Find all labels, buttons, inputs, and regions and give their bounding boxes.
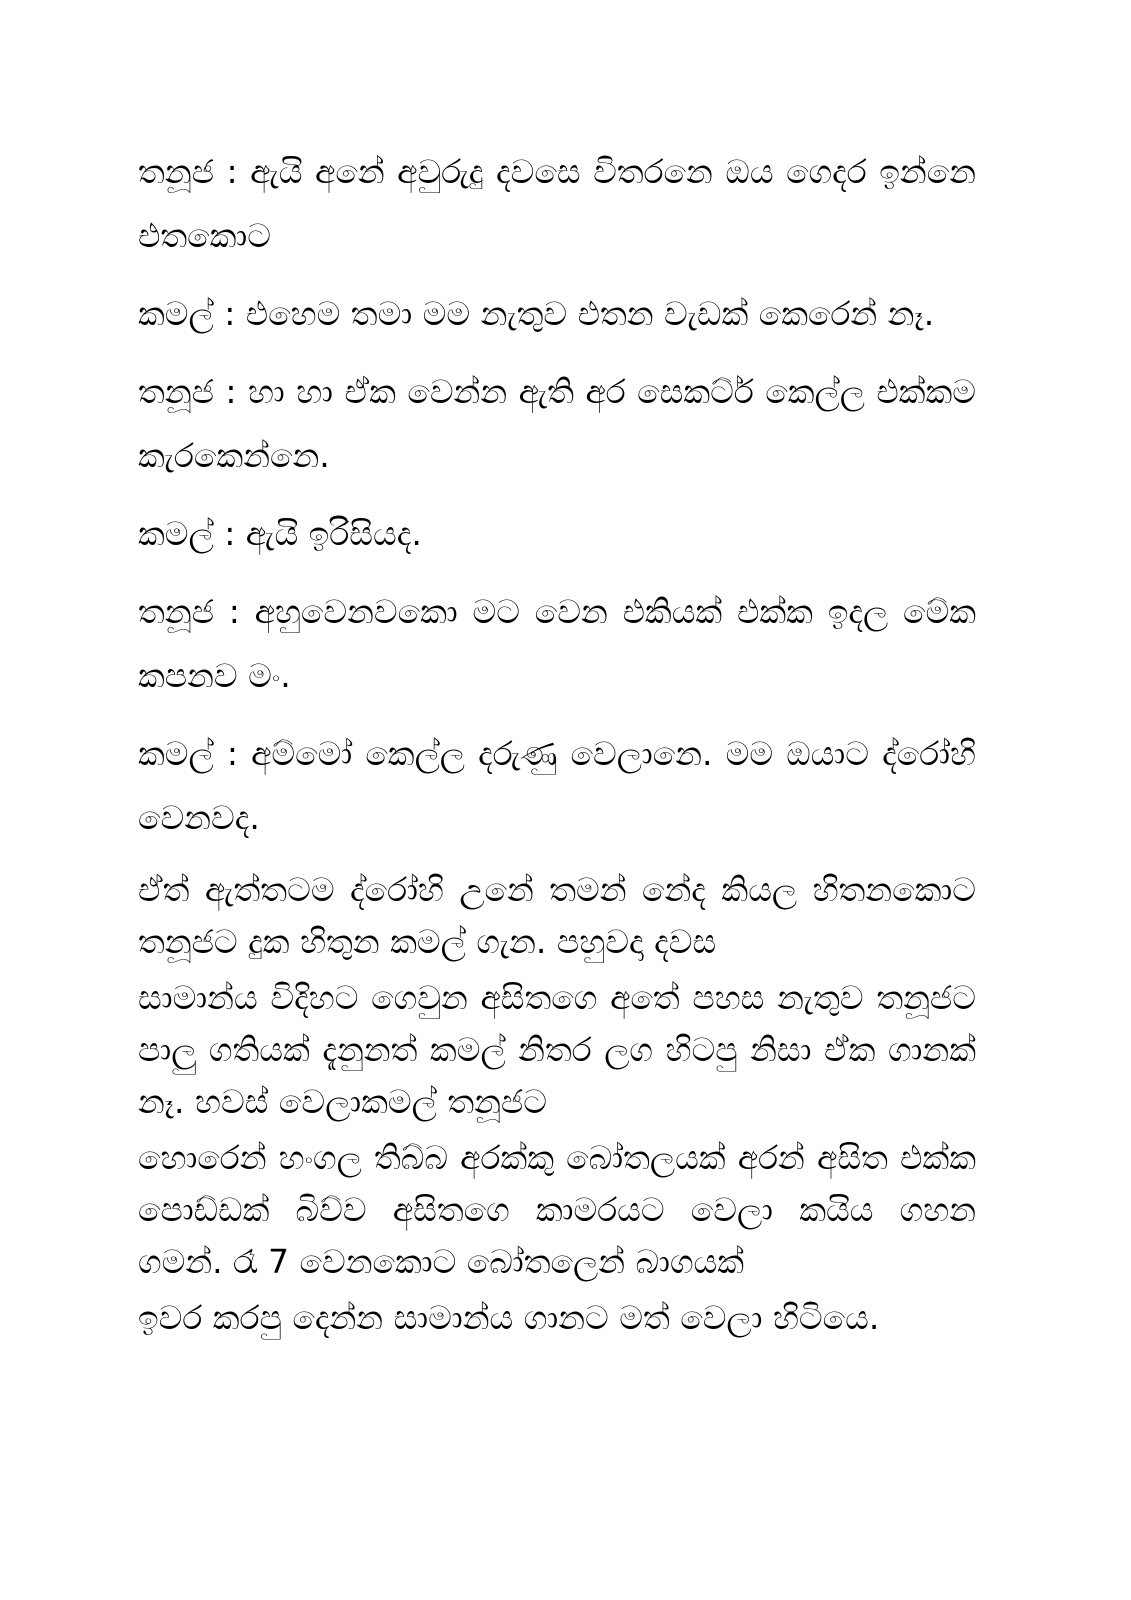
narrative-paragraph-3: හොරෙන් හංගල තිබ්බ අරක්කු බෝතලයක් අරන් අසිත එක්ක පොඩ්ඩක් බිව්ව අසිතගෙ කාමරයට වෙලා කයිය ගහන ගමන්. රෑ 7 වෙනකොට බෝතලෙන් බාගයක් [138, 1138, 976, 1281]
dialogue-line-kamal-1: කමල් : එහෙම තමා මම නැතුව එතන වැඩක් කෙරෙන් නෑ. [138, 294, 935, 333]
dialogue-line-tanuja-3: තනූජ : අහුවෙනවකො මට වෙන එකියක් එක්ක ඉදල මේක කපනව මං. [138, 592, 976, 695]
dialogue-line-tanuja-2: තනූජ : හා හා ඒක වෙන්න ඇති අර සෙකට්ර් කෙල්ල එක්කම කැරකෙන්නෙ. [138, 372, 976, 475]
narrative-paragraph-2: සාමාන්ය විදිහට ගෙවුන අසිතගෙ අතේ පහස නැතුව තනූජට පාලු ගතියක් දැනුනත් කමල් නිතර ලග හිටපු නිසා ඒක ගානක් නෑ. හවස් වෙලාකමල් තනූජට [138, 978, 976, 1121]
narrative-paragraph-1: ඒත් ඇත්තටම ද්රෝහි උනේ තමන් නේද කියල හිතනකොට තනූජට දුක හිතුන කමල් ගැන. පහුවදා දවස [138, 870, 976, 961]
narrative-paragraph-4: ඉවර කරපු දෙන්න සාමාන්ය ගානට මත් වෙලා හිටියෙ. [138, 1298, 880, 1337]
dialogue-line-tanuja-1: තනූජ : ඇයි අනේ අවුරුදු දවසෙ විතරනෙ ඔය ගෙදර ඉන්නෙ එතකොට [138, 152, 976, 255]
story-text [138, 140, 976, 1348]
dialogue-line-kamal-3: කමල් : අම්මෝ කෙල්ල දරුණු වෙලානෙ. මම ඔයාට ද්රෝහි වෙනවද. [138, 734, 976, 837]
dialogue-line-kamal-2: කමල් : ඇයි ඉරිසියද. [138, 514, 422, 553]
